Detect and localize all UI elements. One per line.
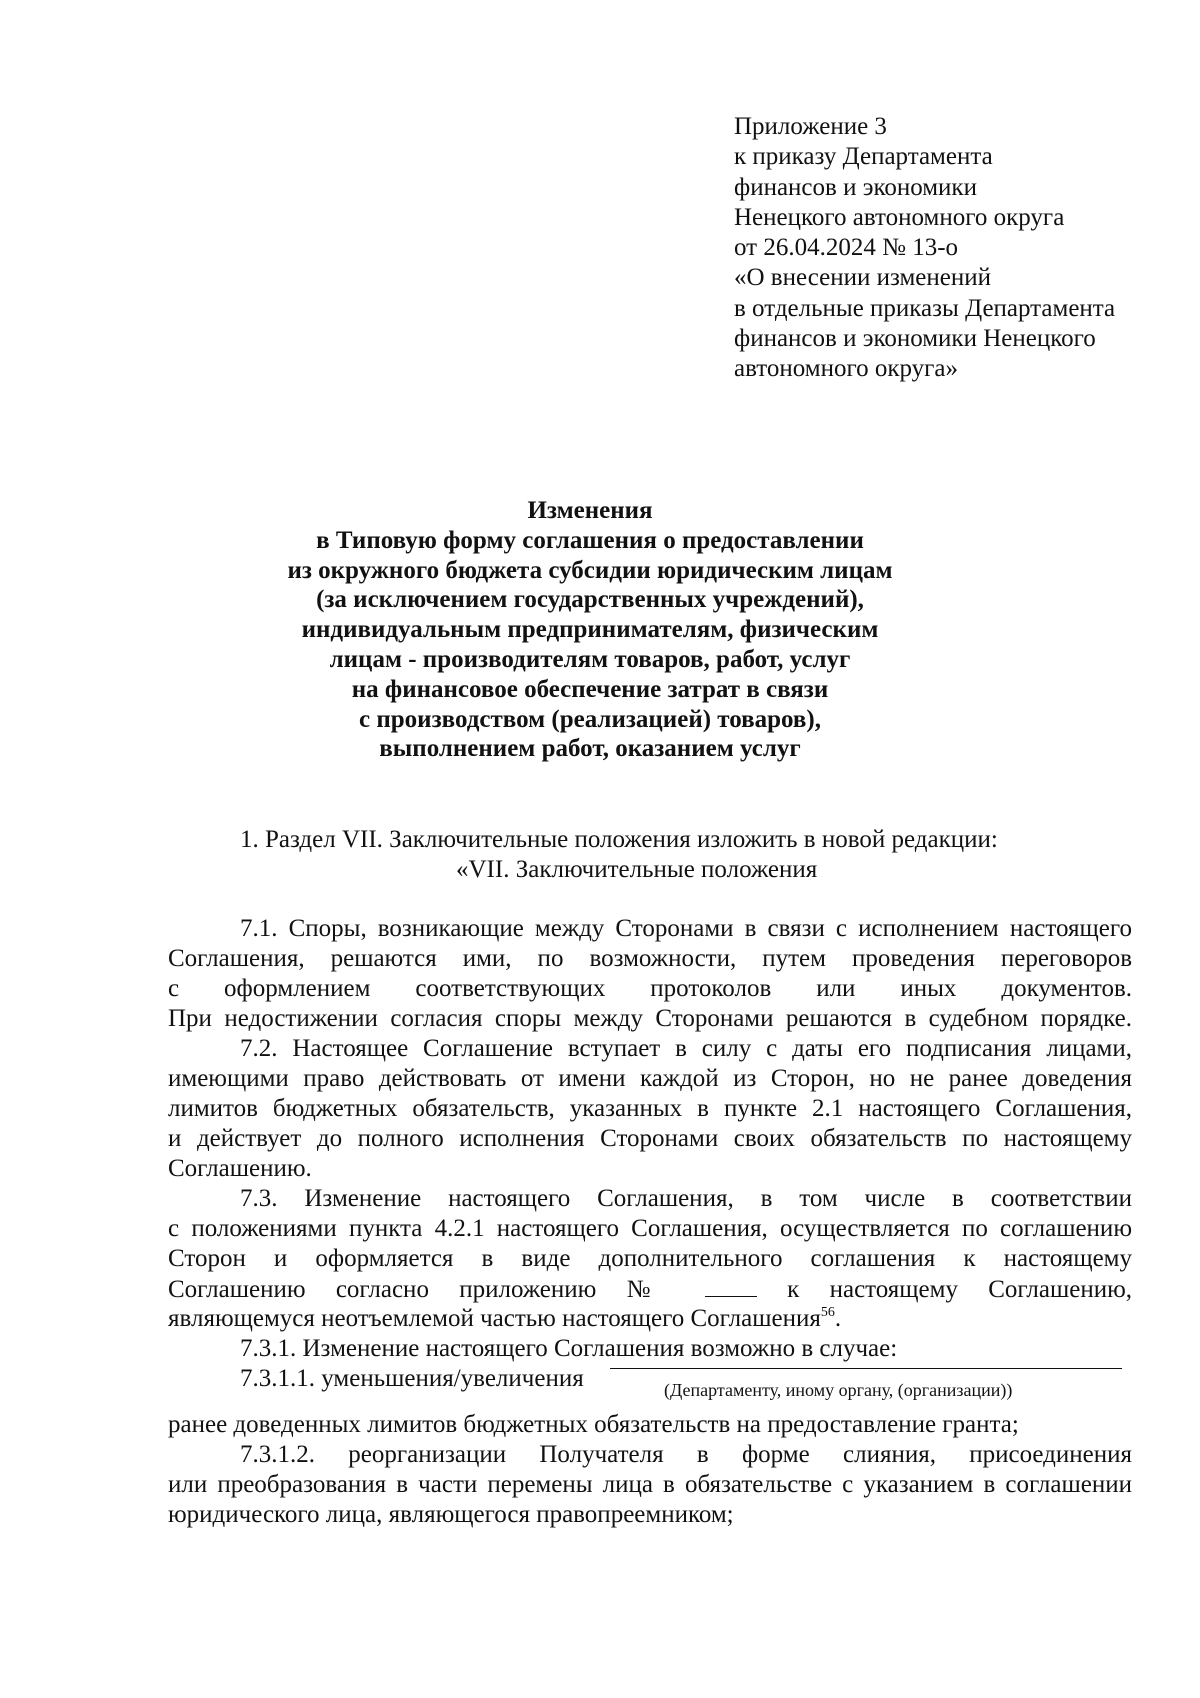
title-line: (за исключением государственных учреждений),: [316, 586, 864, 614]
clause-7-3-line: с положениями пункта 4.2.1 настоящего Соглашения, осуществляется по соглашению: [168, 1215, 1132, 1242]
appendix-header: [734, 112, 1174, 385]
title-line: выполнением работ, оказанием услуг: [379, 735, 801, 763]
appendix-line: Приложение 3: [734, 113, 887, 140]
clause-7-2-line: и действует до полного исполнения Сторонами своих обязательств по настоящему: [168, 1125, 1132, 1152]
organ-name-blank: [610, 1368, 1122, 1369]
document-title: [150, 496, 1030, 764]
title-line: Изменения: [527, 497, 653, 524]
clause-7-3-1: 7.3.1. Изменение настоящего Соглашения возможно в случае:: [240, 1335, 898, 1362]
section-vii-heading: «VII. Заключительные положения: [456, 856, 818, 883]
title-line: лицам - производителям товаров, работ, услуг: [329, 645, 851, 673]
clause-7-1-line: с оформлением соответствующих протоколов или иных документов.: [168, 975, 1132, 1002]
clause-7-2-line: лимитов бюджетных обязательств, указанных в пункте 2.1 настоящего Соглашения,: [168, 1095, 1132, 1122]
footnote-ref: 56: [820, 1305, 835, 1320]
clause-7-3-text: .: [834, 1305, 842, 1332]
clause-7-3-line: [168, 1304, 1132, 1334]
appendix-line: «О внесении изменений: [734, 264, 992, 292]
clause-7-3-1-1: 7.3.1.1. уменьшения/увеличения: [240, 1365, 584, 1392]
title-line: в Типовую форму соглашения о предоставлении: [316, 526, 864, 554]
clause-7-1-line: При недостижении согласия споры между Сторонами решаются в судебном порядке.: [168, 1005, 1132, 1032]
clause-7-2-line: имеющими право действовать от имени каждой из Сторон, но не ранее доведения: [168, 1065, 1132, 1092]
title-line: на финансовое обеспечение затрат в связи: [351, 675, 829, 703]
clause-7-3-text: являющемуся неотъемлемой частью настоящего Соглашения: [168, 1305, 821, 1332]
appendix-line: к приказу Департамента: [734, 143, 993, 171]
appendix-line: в отдельные приказы Департамента: [734, 294, 1116, 322]
clause-7-3-line: Сторон и оформляется в виде дополнительного соглашения к настоящему: [168, 1245, 1132, 1272]
appendix-number-blank: [705, 1274, 757, 1297]
clause-7-2-line: Соглашению.: [168, 1155, 312, 1182]
appendix-line: Ненецкого автономного округа: [734, 203, 1065, 231]
appendix-line: финансов и экономики Ненецкого: [734, 325, 1096, 353]
clause-7-3-line: 7.3. Изменение настоящего Соглашения, в том числе в соответствии: [240, 1185, 1132, 1212]
clause-7-3-text: Соглашению согласно приложению №: [168, 1276, 675, 1303]
clause-7-2-line: 7.2. Настоящее Соглашение вступает в силу с даты его подписания лицами,: [240, 1035, 1132, 1062]
clause-7-3-line: [168, 1274, 1132, 1305]
blank-caption: (Департаменту, иному органу, (организации)): [664, 1380, 1013, 1400]
appendix-line: финансов и экономики: [734, 173, 977, 201]
appendix-line: от 26.04.2024 № 13-о: [734, 234, 959, 262]
clause-7-3-1-2-line: юридического лица, являющегося правопреемником;: [168, 1501, 734, 1528]
appendix-line: автономного округа»: [734, 355, 959, 383]
title-line: с производством (реализацией) товаров),: [359, 705, 821, 733]
clause-7-3-1-1-cont: ранее доведенных лимитов бюджетных обязательств на предоставление гранта;: [168, 1411, 1019, 1438]
clause-7-3-1-2-line: или преобразования в части перемены лица в обязательстве с указанием в соглашении: [168, 1471, 1132, 1498]
clause-7-1-line: 7.1. Споры, возникающие между Сторонами в связи с исполнением настоящего: [240, 915, 1132, 942]
title-line: из окружного бюджета субсидии юридическим лицам: [287, 556, 893, 584]
title-line: индивидуальным предпринимателям, физическим: [301, 616, 879, 644]
clause-7-3-1-2-line: 7.3.1.2. реорганизации Получателя в форме слияния, присоединения: [240, 1441, 1132, 1468]
clause-7-3-text: к настоящему Соглашению,: [787, 1276, 1133, 1303]
item-1-heading: 1. Раздел VII. Заключительные положения изложить в новой редакции:: [240, 826, 998, 853]
clause-7-1-line: Соглашения, решаются ими, по возможности, путем проведения переговоров: [168, 945, 1132, 972]
